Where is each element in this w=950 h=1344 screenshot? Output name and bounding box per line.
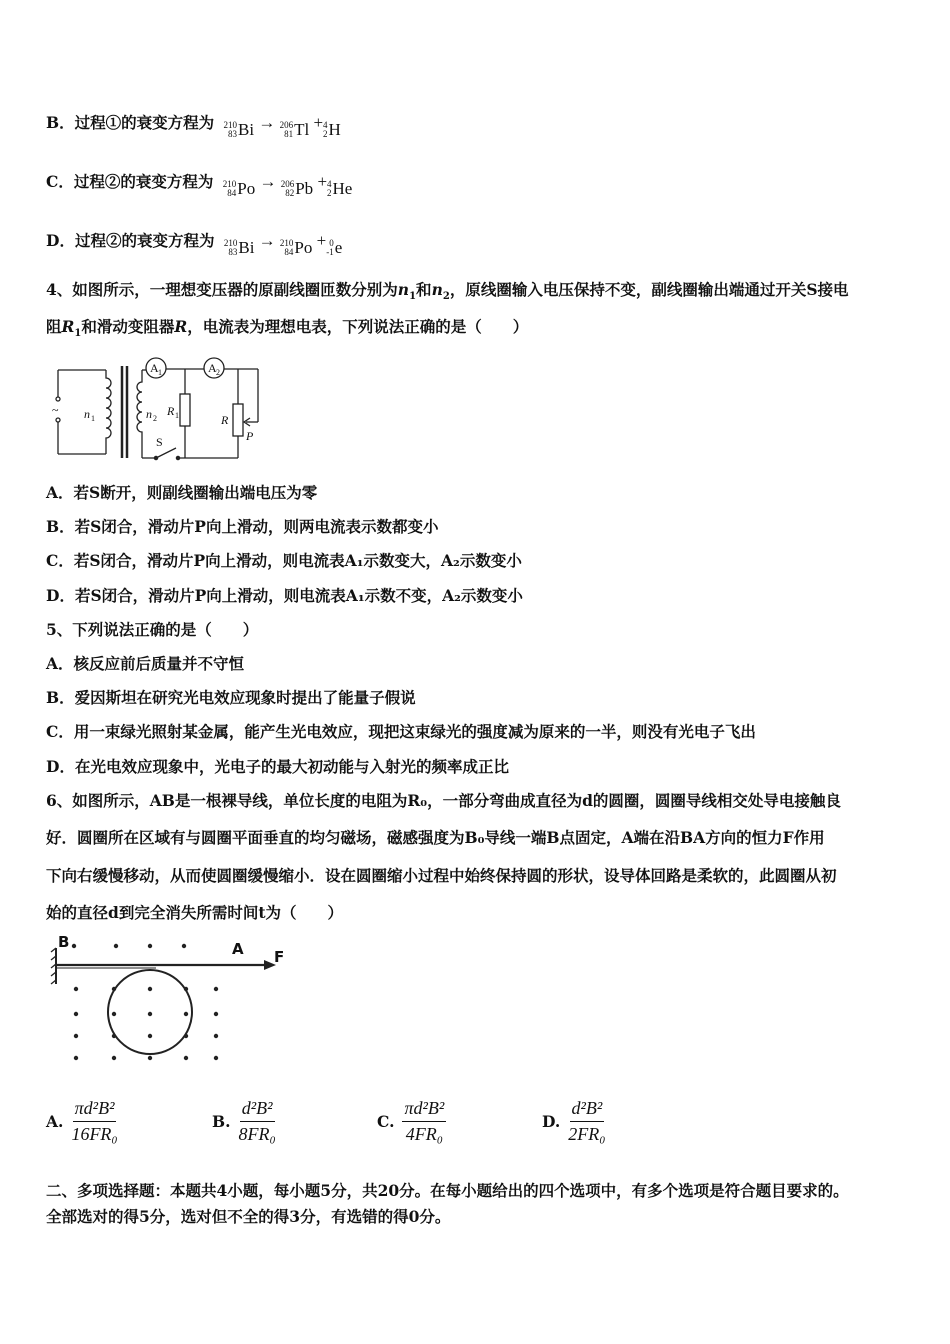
svg-text:2: 2 xyxy=(153,414,157,423)
svg-text:2: 2 xyxy=(216,368,220,377)
q3-option-b-label: B．过程①的衰变方程为 xyxy=(46,113,215,132)
q4-option-c: C．若S闭合，滑动片P向上滑动，则电流表A₁示数变大，A₂示数变小 xyxy=(46,551,522,570)
svg-text:B: B xyxy=(58,934,70,951)
svg-text:n: n xyxy=(84,407,90,421)
svg-text:F: F xyxy=(274,948,285,966)
svg-text:A: A xyxy=(232,940,244,958)
q3-option-c-label: C．过程②的衰变方程为 xyxy=(46,172,214,191)
q6-stem-line4: 始的直径d到完全消失所需时间t为（ ） xyxy=(46,903,343,922)
svg-text:P: P xyxy=(246,429,254,443)
svg-text:A: A xyxy=(150,361,159,375)
section2-heading-line2: 全部选对的得5分，选对但不全的得3分，有选错的得0分。 xyxy=(46,1207,451,1226)
svg-text:R: R xyxy=(167,404,175,418)
svg-text:R: R xyxy=(221,413,229,427)
svg-text:1: 1 xyxy=(175,411,179,420)
q5-stem: 5、下列说法正确的是（ ） xyxy=(46,620,259,639)
transformer-circuit-figure xyxy=(48,352,273,464)
q6-answer-d: D. $\frac{\text{d²B²}}{\text{2FR₀}}$ xyxy=(542,1098,606,1144)
q3-option-b-equation: 210 83 Bi → 206 81 Tl + 4 2 H xyxy=(223,113,341,139)
q4-option-b: B．若S闭合，滑动片P向上滑动，则两电流表示数都变小 xyxy=(46,517,439,536)
q3-option-c xyxy=(46,171,352,200)
q6-stem-line1: 6、如图所示，AB是一根裸导线，单位长度的电阻为R₀，一部分弯曲成直径为d的圆圈，圆圈导线相交处导电接触良 xyxy=(46,791,841,810)
q6-answer-b: B. $\frac{\text{d²B²}}{\text{8FR₀}}$ xyxy=(212,1098,276,1144)
q6-stem-line3: 下向右缓慢移动，从而使圆圈缓慢缩小．设在圆圈缩小过程中始终保持圆的形状，设导体回路是柔软的，此圆圈从初 xyxy=(46,866,837,885)
q3-option-d-label: D．过程②的衰变方程为 xyxy=(46,231,215,250)
svg-text:1: 1 xyxy=(91,414,95,423)
svg-text:n: n xyxy=(146,407,152,421)
q5-option-d: D．在光电效应现象中，光电子的最大初动能与入射光的频率成正比 xyxy=(46,757,509,776)
magnetic-field-loop-figure xyxy=(46,934,296,1069)
q4-option-a: A．若S断开，则副线圈输出端电压为零 xyxy=(46,483,318,502)
svg-text:S: S xyxy=(156,435,163,449)
q3-option-b xyxy=(46,112,341,141)
q6-answer-c: C. $\frac{\text{πd²B²}}{\text{4FR₀}}$ xyxy=(377,1098,445,1144)
q3-option-d xyxy=(46,230,342,259)
section2-heading-line1: 二、多项选择题：本题共4小题，每小题5分，共20分。在每小题给出的四个选项中，有多个选项是符合题目要求的。 xyxy=(46,1181,849,1200)
q4-stem-line2: 阻$R_1$和滑动变阻器R，电流表为理想电表，下列说法正确的是（ ） xyxy=(46,317,529,340)
q6-answer-a: A. $\frac{\text{πd²B²}}{\text{16FR₀}}$ xyxy=(46,1098,118,1144)
svg-text:A: A xyxy=(208,361,217,375)
q5-option-b: B．爱因斯坦在研究光电效应现象时提出了能量子假说 xyxy=(46,688,416,707)
q4-stem-line1: 4、如图所示，一理想变压器的原副线圈匝数分别为$n_1$和$n_2$，原线圈输入电压保持不变，副线圈输出端通过开关S接电 xyxy=(46,280,849,303)
q3-option-d-equation: 210 83 Bi → 210 84 Po + 0 -1 e xyxy=(223,231,343,257)
svg-text:~: ~ xyxy=(52,403,59,417)
q5-option-a: A．核反应前后质量并不守恒 xyxy=(46,654,245,673)
q5-option-c: C．用一束绿光照射某金属，能产生光电效应，现把这束绿光的强度减为原来的一半，则没有光电子飞出 xyxy=(46,722,756,741)
q4-option-d: D．若S闭合，滑动片P向上滑动，则电流表A₁示数不变，A₂示数变小 xyxy=(46,586,523,605)
q3-option-c-equation: 210 84 Po → 206 82 Pb + 4 2 He xyxy=(222,172,353,198)
svg-text:1: 1 xyxy=(158,368,162,377)
q6-stem-line2: 好．圆圈所在区域有与圆圈平面垂直的均匀磁场，磁感强度为B₀导线一端B点固定，A端在沿BA方向的恒力F作用 xyxy=(46,828,825,847)
